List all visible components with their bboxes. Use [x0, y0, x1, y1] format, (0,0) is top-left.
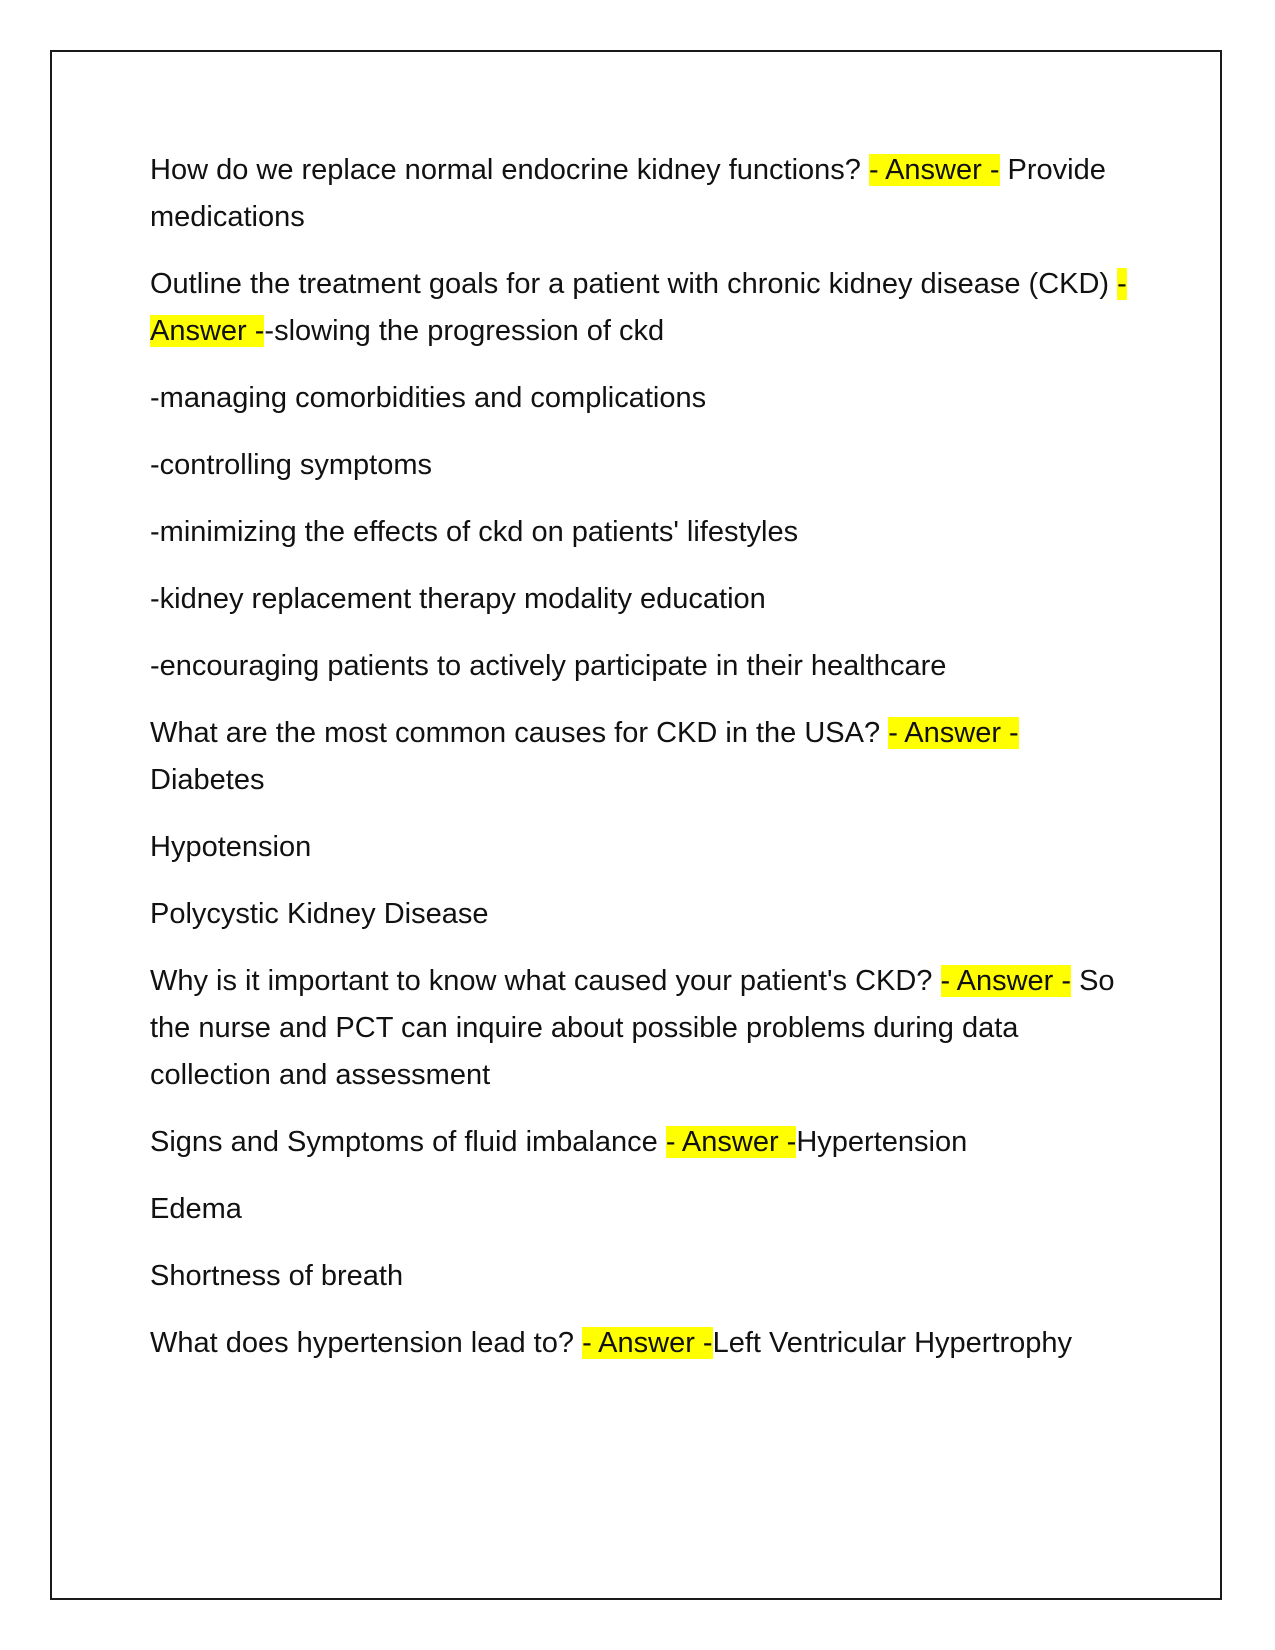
question-text: What are the most common causes for CKD in the USA?: [150, 717, 889, 749]
answer-text: Hypertension: [796, 1126, 968, 1158]
question-text: Signs and Symptoms of fluid imbalance: [150, 1126, 666, 1158]
answer-text: Left Ventricular Hypertrophy: [712, 1327, 1073, 1359]
answer-line: -encouraging patients to actively participate in their healthcare: [150, 650, 947, 682]
answer-line: Edema: [150, 1193, 242, 1225]
answer-line: Polycystic Kidney Disease: [150, 898, 489, 930]
question-text: What does hypertension lead to?: [150, 1327, 583, 1359]
answer-highlight: - Answer -: [888, 717, 1019, 749]
answer-text: -slowing the progression of ckd: [264, 315, 665, 347]
document-body: [150, 147, 1130, 1387]
question-text: Outline the treatment goals for a patient with chronic kidney disease (CKD): [150, 268, 1118, 300]
answer-line: -minimizing the effects of ckd on patients' lifestyles: [150, 516, 799, 548]
answer-highlight: - Answer -: [665, 1126, 797, 1158]
answer-highlight: - Answer -: [150, 268, 1127, 347]
question-text: How do we replace normal endocrine kidney functions?: [150, 154, 869, 186]
answer-highlight: - Answer -: [940, 965, 1072, 997]
answer-line: Hypotension: [150, 831, 312, 863]
answer-text: So the nurse and PCT can inquire about possible problems during data collection and assessment: [150, 965, 1115, 1091]
answer-highlight: - Answer -: [868, 154, 1000, 186]
qa-paragraph: [150, 147, 1130, 241]
qa-paragraph: [150, 1119, 1130, 1166]
answer-line: -kidney replacement therapy modality education: [150, 583, 766, 615]
answer-line: Shortness of breath: [150, 1260, 404, 1292]
answer-text: Diabetes: [150, 764, 265, 796]
qa-paragraph: [150, 710, 1130, 804]
question-text: Why is it important to know what caused your patient's CKD?: [150, 965, 941, 997]
answer-highlight: - Answer -: [582, 1327, 713, 1359]
qa-paragraph: [150, 1320, 1130, 1367]
qa-paragraph: [150, 958, 1130, 1099]
qa-paragraph: [150, 261, 1130, 355]
answer-line: -controlling symptoms: [150, 449, 433, 481]
answer-text: Provide medications: [150, 154, 1106, 233]
answer-line: -managing comorbidities and complications: [150, 382, 707, 414]
